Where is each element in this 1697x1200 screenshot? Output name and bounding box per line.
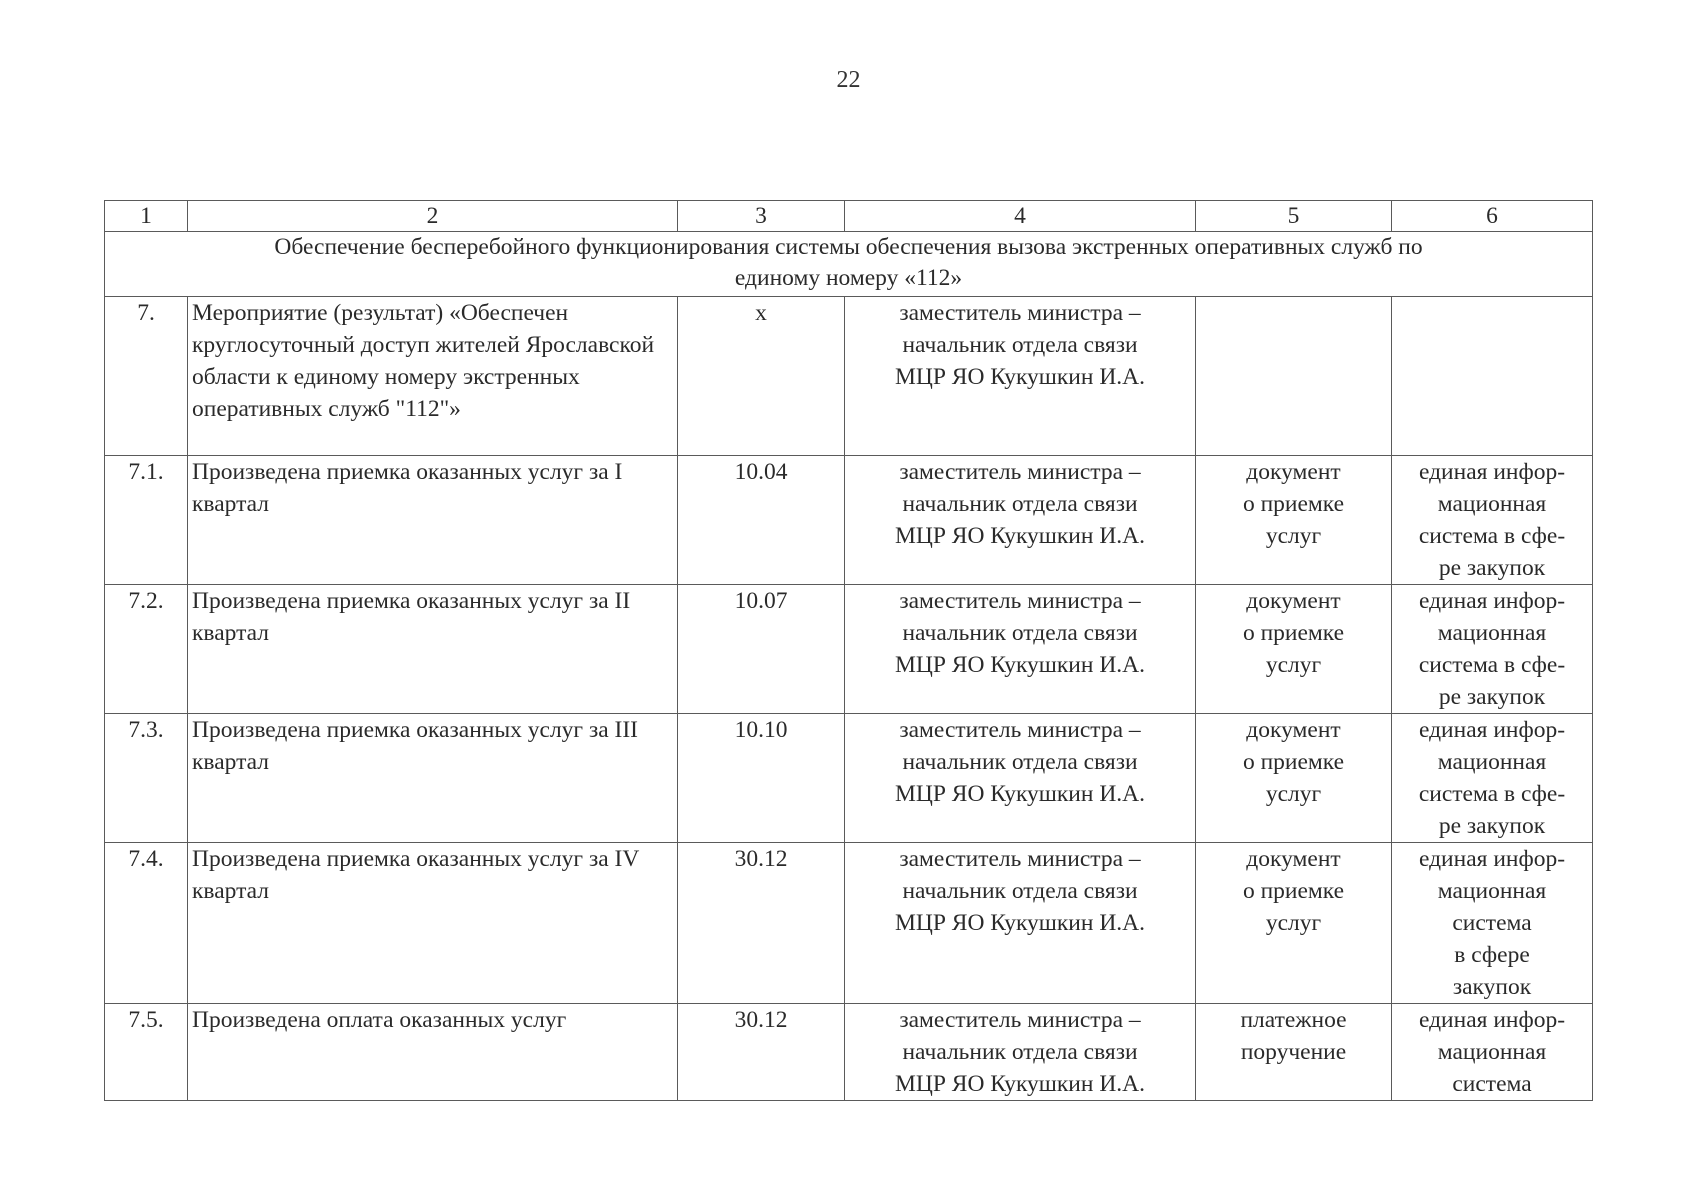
responsible: заместитель министра – начальник отдела связи МЦР ЯО Кукушкин И.А. [845,297,1196,456]
document-type: документ о приемке услуг [1196,585,1392,714]
header-cell: 3 [678,201,845,232]
row-number: 7.5. [105,1004,188,1101]
row-number: 7.4. [105,843,188,1004]
deadline: 10.07 [678,585,845,714]
document-type: платежное поручение [1196,1004,1392,1101]
row-number: 7. [105,297,188,456]
deadline: 10.04 [678,456,845,585]
deadline: 30.12 [678,1004,845,1101]
table-row [105,714,1593,843]
activity-name: Произведена приемка оказанных услуг за II квартал [188,585,678,714]
row-number: 7.3. [105,714,188,843]
header-cell: 6 [1392,201,1593,232]
activity-name: Произведена оплата оказанных услуг [188,1004,678,1101]
activity-name: Произведена приемка оказанных услуг за IV квартал [188,843,678,1004]
header-cell: 1 [105,201,188,232]
header-cell: 4 [845,201,1196,232]
table-row [105,456,1593,585]
responsible: заместитель министра – начальник отдела связи МЦР ЯО Кукушкин И.А. [845,456,1196,585]
table-row [105,297,1593,456]
activity-name: Мероприятие (результат) «Обеспечен круглосуточный доступ жителей Ярославской области к единому номеру экстренных оперативных служб "112"» [188,297,678,456]
document-type: документ о приемке услуг [1196,714,1392,843]
info-system: единая инфор- мационная система в сфе- ре закупок [1392,714,1593,843]
page-number: 22 [836,67,861,93]
header-cell: 5 [1196,201,1392,232]
section-row [105,232,1593,297]
document-type: документ о приемке услуг [1196,843,1392,1004]
info-system [1392,297,1593,456]
responsible: заместитель министра – начальник отдела связи МЦР ЯО Кукушкин И.А. [845,1004,1196,1101]
table-row [105,1004,1593,1101]
responsible: заместитель министра – начальник отдела связи МЦР ЯО Кукушкин И.А. [845,714,1196,843]
document-type: документ о приемке услуг [1196,456,1392,585]
row-number: 7.1. [105,456,188,585]
activity-name: Произведена приемка оказанных услуг за I квартал [188,456,678,585]
deadline: 10.10 [678,714,845,843]
table-row [105,843,1593,1004]
table-row [105,585,1593,714]
table-header-row [105,201,1593,232]
deadline: х [678,297,845,456]
activities-table [104,200,1593,1101]
row-number: 7.2. [105,585,188,714]
document-type [1196,297,1392,456]
header-cell: 2 [188,201,678,232]
activity-name: Произведена приемка оказанных услуг за III квартал [188,714,678,843]
info-system: единая инфор- мационная система в сфе- ре закупок [1392,456,1593,585]
responsible: заместитель министра – начальник отдела связи МЦР ЯО Кукушкин И.А. [845,843,1196,1004]
section-title: Обеспечение бесперебойного функционирования системы обеспечения вызова экстренных оперативных служб по единому номеру «112» [105,232,1593,297]
info-system: единая инфор- мационная система [1392,1004,1593,1101]
responsible: заместитель министра – начальник отдела связи МЦР ЯО Кукушкин И.А. [845,585,1196,714]
info-system: единая инфор- мационная система в сфе- ре закупок [1392,585,1593,714]
deadline: 30.12 [678,843,845,1004]
info-system: единая инфор- мационная система в сфере закупок [1392,843,1593,1004]
